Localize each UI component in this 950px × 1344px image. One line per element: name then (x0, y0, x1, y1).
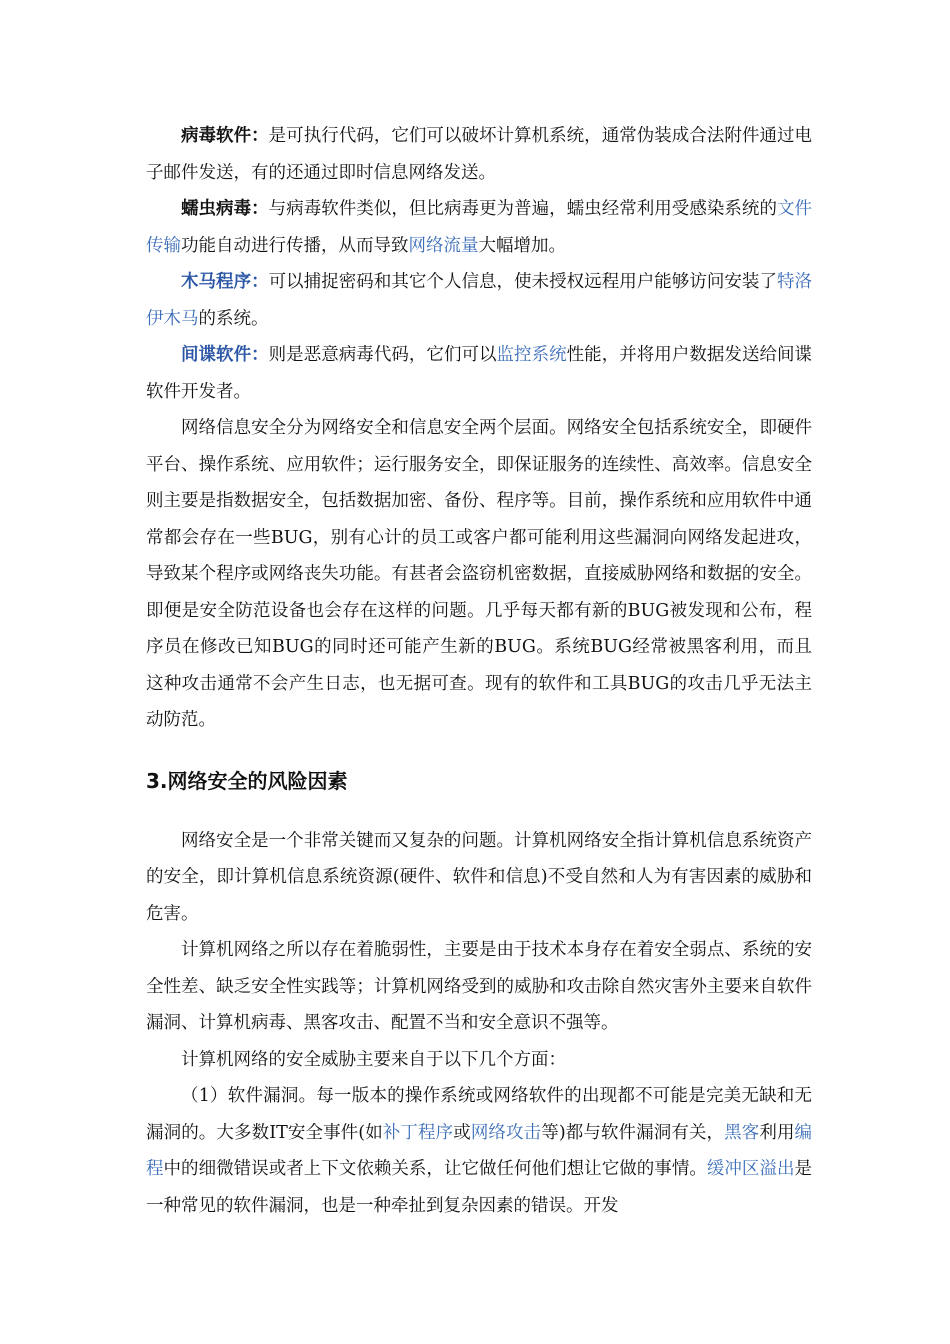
link-patch-program[interactable]: 补丁程序 (382, 1122, 454, 1143)
paragraph-software-vulnerability (146, 1078, 812, 1224)
document-body (146, 118, 812, 1224)
text-span: 可以捕捉密码和其它个人信息，使未授权远程用户能够访问安装了 (268, 272, 777, 292)
term-trojan: 木马程序： (181, 272, 269, 292)
term-spyware: 间谍软件： (181, 345, 269, 365)
text-span: 等)都与软件漏洞有关， (541, 1122, 725, 1143)
paragraph-threat-sources-intro: 计算机网络的安全威胁主要来自于以下几个方面： (181, 1049, 566, 1070)
term-worm-virus: 蠕虫病毒： (181, 199, 269, 219)
link-network-attack[interactable]: 网络攻击 (470, 1122, 542, 1143)
link-network-traffic[interactable]: 网络流量 (408, 235, 479, 256)
link-hacker[interactable]: 黑客 (724, 1122, 760, 1143)
text-span: 是可执行代码，它们可以破坏计算机系统，通常伪装成合法附件通过电子邮件发送，有的还通过即时信息网络发送。 (146, 126, 813, 183)
text-span: （1）软件漏洞。每一版本的操作系统或网络软件的出现都不可能是完美无缺和无漏洞的。大多数IT安全事件(如 (146, 1086, 812, 1143)
link-trojan-horse[interactable]: 特洛伊木马 (146, 272, 813, 329)
text-span: 利用 (759, 1122, 795, 1143)
text-span: 与病毒软件类似，但比病毒更为普遍，蠕虫经常利用受感染系统的 (268, 199, 777, 219)
text-span: 或 (453, 1122, 471, 1143)
link-file-transfer[interactable]: 文件传输 (146, 199, 813, 256)
text-span: 的系统。 (198, 308, 269, 329)
paragraph-virus-software (146, 118, 812, 191)
text-span: 功能自动进行传播，从而导致 (181, 235, 409, 256)
paragraph-worm-virus (146, 191, 812, 264)
text-span: 性能，并将用户数据发送给间谍软件开发者。 (146, 345, 813, 402)
link-system-monitoring[interactable]: 监控系统 (496, 345, 567, 365)
paragraph-network-security-definition: 网络安全是一个非常关键而又复杂的问题。计算机网络安全指计算机信息系统资产的安全，即计算机信息系统资源(硬件、软件和信息)不受自然和人为有害因素的威胁和危害。 (146, 830, 812, 924)
link-programming[interactable]: 编程 (146, 1122, 813, 1179)
paragraph-spyware (146, 337, 812, 410)
text-span: 则是恶意病毒代码，它们可以 (268, 345, 497, 365)
paragraph-trojan (146, 264, 812, 337)
paragraph-network-info-security: 网络信息安全分为网络安全和信息安全两个层面。网络安全包括系统安全，即硬件平台、操作系统、应用软件；运行服务安全，即保证服务的连续性、高效率。信息安全则主要是指数据安全，包括数据加密、备份、程序等。目前，操作系统和应用软件中通常都会存在一些BUG，别有心计的员工或客户都可能利用这些漏洞向网络发起进攻，导致某个程序或网络丧失功能。有甚者会盗窃机密数据，直接威胁网络和数据的安全。即便是安全防范设备也会存在这样的问题。几乎每天都有新的BUG被发现和公布，程序员在修改已知BUG的同时还可能产生新的BUG。系统BUG经常被黑客利用，而且这种攻击通常不会产生日志，也无据可查。现有的软件和工具BUG的攻击几乎无法主动防范。 (146, 418, 812, 730)
paragraph-network-vulnerability: 计算机网络之所以存在着脆弱性，主要是由于技术本身存在着安全弱点、系统的安全性差、缺乏安全性实践等；计算机网络受到的威胁和攻击除自然灾害外主要来自软件漏洞、计算机病毒、黑客攻击、配置不当和安全意识不强等。 (146, 940, 812, 1033)
text-span: 大幅增加。 (478, 235, 566, 256)
text-span: 中的细微错误或者上下文依赖关系，让它做任何他们想让它做的事情。 (163, 1159, 707, 1179)
link-buffer-overflow[interactable]: 缓冲区溢出 (706, 1159, 795, 1179)
term-virus-software: 病毒软件： (181, 126, 269, 146)
text-span: 是一种常见的软件漏洞，也是一种牵扯到复杂因素的错误。开发 (146, 1159, 813, 1216)
section-heading: 3.网络安全的风险因素 (146, 768, 348, 793)
